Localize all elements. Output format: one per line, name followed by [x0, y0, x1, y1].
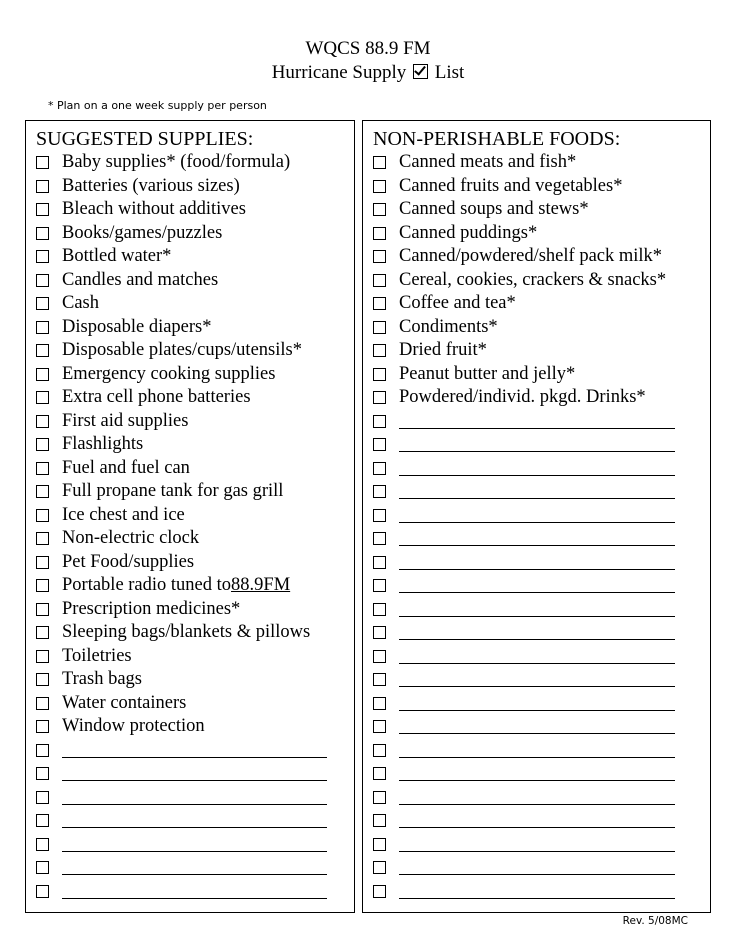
- supply-item[interactable]: [36, 363, 327, 387]
- food-blank-item[interactable]: [373, 715, 675, 739]
- write-in-line[interactable]: [62, 768, 327, 781]
- checkbox-icon[interactable]: [36, 861, 49, 874]
- supply-blank-item[interactable]: [36, 880, 327, 904]
- supply-item[interactable]: [36, 715, 327, 739]
- supply-item[interactable]: [36, 692, 327, 716]
- item-label: Non-electric clock: [62, 528, 200, 549]
- supply-item[interactable]: [36, 410, 327, 434]
- write-in-line[interactable]: [399, 463, 675, 476]
- write-in-line[interactable]: [399, 768, 675, 781]
- item-label: Water containers: [62, 692, 187, 713]
- checkbox-icon[interactable]: [36, 203, 49, 216]
- supply-item[interactable]: [36, 198, 327, 222]
- item-label: Books/games/puzzles: [62, 222, 223, 243]
- checkbox-icon[interactable]: [373, 274, 386, 287]
- station-name: WQCS 88.9 FM: [305, 38, 431, 59]
- checkbox-icon[interactable]: [36, 673, 49, 686]
- item-label: Candles and matches: [62, 269, 219, 290]
- supply-item[interactable]: [36, 504, 327, 528]
- food-blank-item[interactable]: [373, 880, 675, 904]
- checkbox-icon[interactable]: [36, 250, 49, 263]
- non-perishable-foods-title: NON-PERISHABLE FOODS:: [373, 128, 621, 150]
- food-item[interactable]: [373, 269, 675, 293]
- write-in-line[interactable]: [399, 698, 675, 711]
- checked-box-icon: [413, 64, 428, 79]
- food-item[interactable]: [373, 245, 675, 269]
- checkbox-icon[interactable]: [373, 462, 386, 475]
- checkbox-icon[interactable]: [373, 556, 386, 569]
- item-label: Prescription medicines*: [62, 598, 241, 619]
- checkbox-icon[interactable]: [373, 861, 386, 874]
- item-label: Canned puddings*: [399, 222, 538, 243]
- checkbox-icon[interactable]: [36, 321, 49, 334]
- supply-item[interactable]: [36, 245, 327, 269]
- checkbox-icon[interactable]: [36, 227, 49, 240]
- suggested-supplies-list: [36, 151, 327, 903]
- item-label: Sleeping bags/blankets & pillows: [62, 622, 311, 643]
- checkbox-icon[interactable]: [373, 697, 386, 710]
- food-item[interactable]: [373, 292, 675, 316]
- item-label: Ice chest and ice: [62, 504, 185, 525]
- checkbox-icon[interactable]: [373, 791, 386, 804]
- suggested-supplies-panel: [25, 120, 355, 913]
- item-label: Canned soups and stews*: [399, 199, 589, 220]
- checkbox-icon[interactable]: [373, 673, 386, 686]
- food-blank-item[interactable]: [373, 527, 675, 551]
- checkbox-icon[interactable]: [373, 203, 386, 216]
- supply-item[interactable]: [36, 386, 327, 410]
- item-label: Flashlights: [62, 434, 144, 455]
- checkbox-icon[interactable]: [36, 297, 49, 310]
- supply-blank-item[interactable]: [36, 786, 327, 810]
- item-label: Emergency cooking supplies: [62, 363, 276, 384]
- supply-item[interactable]: [36, 433, 327, 457]
- write-in-line[interactable]: [399, 862, 675, 875]
- checkbox-icon[interactable]: [373, 250, 386, 263]
- write-in-line[interactable]: [399, 651, 675, 664]
- checkbox-icon[interactable]: [373, 720, 386, 733]
- list-title-part2: List: [434, 62, 465, 83]
- checkbox-icon[interactable]: [36, 391, 49, 404]
- food-item[interactable]: [373, 316, 675, 340]
- write-in-line[interactable]: [399, 745, 675, 758]
- item-label: Extra cell phone batteries: [62, 387, 251, 408]
- item-label: Toiletries: [62, 645, 132, 666]
- checkbox-icon[interactable]: [36, 532, 49, 545]
- write-in-line[interactable]: [399, 839, 675, 852]
- supply-blank-item[interactable]: [36, 833, 327, 857]
- revision-label: Rev. 5/08MC: [622, 915, 688, 927]
- write-in-line[interactable]: [399, 815, 675, 828]
- checkbox-icon[interactable]: [373, 885, 386, 898]
- food-blank-item[interactable]: [373, 809, 675, 833]
- food-blank-item[interactable]: [373, 645, 675, 669]
- supply-item[interactable]: [36, 292, 327, 316]
- item-label: Trash bags: [62, 669, 143, 690]
- checkbox-icon[interactable]: [373, 391, 386, 404]
- item-label: Coffee and tea*: [399, 293, 516, 314]
- checkbox-icon[interactable]: [36, 509, 49, 522]
- item-label: Bottled water*: [62, 246, 172, 267]
- write-in-line[interactable]: [399, 416, 675, 429]
- checkbox-icon[interactable]: [36, 438, 49, 451]
- supply-item[interactable]: [36, 316, 327, 340]
- checkbox-icon[interactable]: [36, 462, 49, 475]
- food-item[interactable]: [373, 198, 675, 222]
- checkbox-icon[interactable]: [373, 626, 386, 639]
- food-blank-item[interactable]: [373, 668, 675, 692]
- radio-frequency: 88.9FM: [231, 575, 291, 596]
- checkbox-icon[interactable]: [36, 368, 49, 381]
- food-blank-item[interactable]: [373, 457, 675, 481]
- list-title-part1: Hurricane Supply: [271, 62, 407, 83]
- item-label: Canned meats and fish*: [399, 152, 577, 173]
- checkbox-icon[interactable]: [36, 579, 49, 592]
- write-in-line[interactable]: [62, 886, 327, 899]
- checkbox-icon[interactable]: [373, 744, 386, 757]
- checkbox-icon[interactable]: [373, 227, 386, 240]
- write-in-line[interactable]: [399, 886, 675, 899]
- food-blank-item[interactable]: [373, 410, 675, 434]
- checkbox-icon[interactable]: [36, 650, 49, 663]
- item-label: Window protection: [62, 716, 205, 737]
- write-in-line[interactable]: [399, 792, 675, 805]
- checkbox-icon[interactable]: [373, 767, 386, 780]
- food-blank-item[interactable]: [373, 551, 675, 575]
- write-in-line[interactable]: [399, 604, 675, 617]
- checkbox-icon[interactable]: [36, 274, 49, 287]
- checkbox-icon[interactable]: [36, 814, 49, 827]
- write-in-line[interactable]: [62, 862, 327, 875]
- supply-item[interactable]: [36, 339, 327, 363]
- checkbox-icon[interactable]: [36, 885, 49, 898]
- food-blank-item[interactable]: [373, 504, 675, 528]
- write-in-line[interactable]: [399, 486, 675, 499]
- food-item[interactable]: [373, 363, 675, 387]
- food-blank-item[interactable]: [373, 480, 675, 504]
- checkbox-icon[interactable]: [373, 344, 386, 357]
- checkbox-icon[interactable]: [36, 697, 49, 710]
- write-in-line[interactable]: [399, 674, 675, 687]
- food-blank-item[interactable]: [373, 621, 675, 645]
- write-in-line[interactable]: [399, 439, 675, 452]
- checkbox-icon[interactable]: [36, 767, 49, 780]
- checkbox-icon[interactable]: [36, 744, 49, 757]
- write-in-line[interactable]: [399, 580, 675, 593]
- write-in-line[interactable]: [399, 721, 675, 734]
- food-blank-item[interactable]: [373, 598, 675, 622]
- supply-blank-item[interactable]: [36, 739, 327, 763]
- checkbox-icon[interactable]: [373, 438, 386, 451]
- food-item[interactable]: [373, 339, 675, 363]
- checkbox-icon[interactable]: [36, 603, 49, 616]
- item-label: Baby supplies* (food/formula): [62, 152, 291, 173]
- item-label: Canned fruits and vegetables*: [399, 175, 623, 196]
- checkbox-icon[interactable]: [373, 532, 386, 545]
- checkbox-icon[interactable]: [373, 156, 386, 169]
- checkbox-icon[interactable]: [373, 321, 386, 334]
- supply-item[interactable]: [36, 598, 327, 622]
- write-in-line[interactable]: [62, 815, 327, 828]
- supply-note: * Plan on a one week supply per person: [48, 99, 267, 112]
- item-label: Cereal, cookies, crackers & snacks*: [399, 269, 667, 290]
- food-blank-item[interactable]: [373, 739, 675, 763]
- write-in-line[interactable]: [62, 839, 327, 852]
- food-blank-item[interactable]: [373, 692, 675, 716]
- food-blank-item[interactable]: [373, 786, 675, 810]
- suggested-supplies-title: SUGGESTED SUPPLIES:: [36, 128, 254, 150]
- food-item[interactable]: [373, 151, 675, 175]
- item-label: Batteries (various sizes): [62, 175, 240, 196]
- item-label: Disposable plates/cups/utensils*: [62, 340, 302, 361]
- checkbox-icon[interactable]: [373, 650, 386, 663]
- item-label: Fuel and fuel can: [62, 457, 190, 478]
- supply-item[interactable]: [36, 645, 327, 669]
- food-blank-item[interactable]: [373, 433, 675, 457]
- write-in-line[interactable]: [399, 510, 675, 523]
- item-label: Condiments*: [399, 316, 498, 337]
- checkbox-icon[interactable]: [36, 720, 49, 733]
- checkbox-icon[interactable]: [36, 485, 49, 498]
- supply-item[interactable]: [36, 175, 327, 199]
- checkbox-icon[interactable]: [373, 297, 386, 310]
- supply-item[interactable]: [36, 222, 327, 246]
- item-label: Dried fruit*: [399, 340, 487, 361]
- write-in-line[interactable]: [399, 533, 675, 546]
- item-label: Cash: [62, 293, 99, 314]
- checkbox-icon[interactable]: [373, 180, 386, 193]
- checkbox-icon[interactable]: [373, 579, 386, 592]
- supply-item[interactable]: [36, 151, 327, 175]
- supply-item[interactable]: [36, 480, 327, 504]
- checkbox-icon[interactable]: [373, 485, 386, 498]
- supply-item[interactable]: [36, 621, 327, 645]
- checkbox-icon[interactable]: [36, 626, 49, 639]
- checkbox-icon[interactable]: [36, 180, 49, 193]
- item-label: First aid supplies: [62, 410, 189, 431]
- food-blank-item[interactable]: [373, 833, 675, 857]
- checkbox-icon[interactable]: [373, 603, 386, 616]
- supply-blank-item[interactable]: [36, 762, 327, 786]
- food-item[interactable]: [373, 386, 675, 410]
- checkbox-icon[interactable]: [36, 344, 49, 357]
- checkbox-icon[interactable]: [373, 814, 386, 827]
- item-label: Canned/powdered/shelf pack milk*: [399, 246, 663, 267]
- checkbox-icon[interactable]: [36, 156, 49, 169]
- item-label: Pet Food/supplies: [62, 551, 195, 572]
- checkbox-icon[interactable]: [373, 509, 386, 522]
- supply-item[interactable]: [36, 551, 327, 575]
- supply-item[interactable]: [36, 457, 327, 481]
- checkbox-icon[interactable]: [36, 415, 49, 428]
- item-label: Peanut butter and jelly*: [399, 363, 576, 384]
- write-in-line[interactable]: [62, 745, 327, 758]
- write-in-line[interactable]: [62, 792, 327, 805]
- item-label: Disposable diapers*: [62, 316, 212, 337]
- food-blank-item[interactable]: [373, 762, 675, 786]
- write-in-line[interactable]: [399, 627, 675, 640]
- supply-item[interactable]: [36, 574, 327, 598]
- item-label: Full propane tank for gas grill: [62, 481, 284, 502]
- supply-item[interactable]: [36, 269, 327, 293]
- supply-blank-item[interactable]: [36, 856, 327, 880]
- checkbox-icon[interactable]: [36, 556, 49, 569]
- food-item[interactable]: [373, 222, 675, 246]
- checkbox-icon[interactable]: [373, 368, 386, 381]
- food-item[interactable]: [373, 175, 675, 199]
- list-title: [0, 61, 736, 85]
- non-perishable-foods-panel: [362, 120, 711, 913]
- supply-item[interactable]: [36, 668, 327, 692]
- checkbox-icon[interactable]: [373, 415, 386, 428]
- checkbox-icon[interactable]: [36, 838, 49, 851]
- checkbox-icon[interactable]: [373, 838, 386, 851]
- supply-item[interactable]: [36, 527, 327, 551]
- food-blank-item[interactable]: [373, 574, 675, 598]
- checkbox-icon[interactable]: [36, 791, 49, 804]
- item-label: Bleach without additives: [62, 199, 246, 220]
- supply-blank-item[interactable]: [36, 809, 327, 833]
- write-in-line[interactable]: [399, 557, 675, 570]
- non-perishable-foods-list: [373, 151, 675, 903]
- item-label: Powdered/individ. pkgd. Drinks*: [399, 387, 646, 408]
- item-label: Portable radio tuned to: [62, 575, 232, 596]
- food-blank-item[interactable]: [373, 856, 675, 880]
